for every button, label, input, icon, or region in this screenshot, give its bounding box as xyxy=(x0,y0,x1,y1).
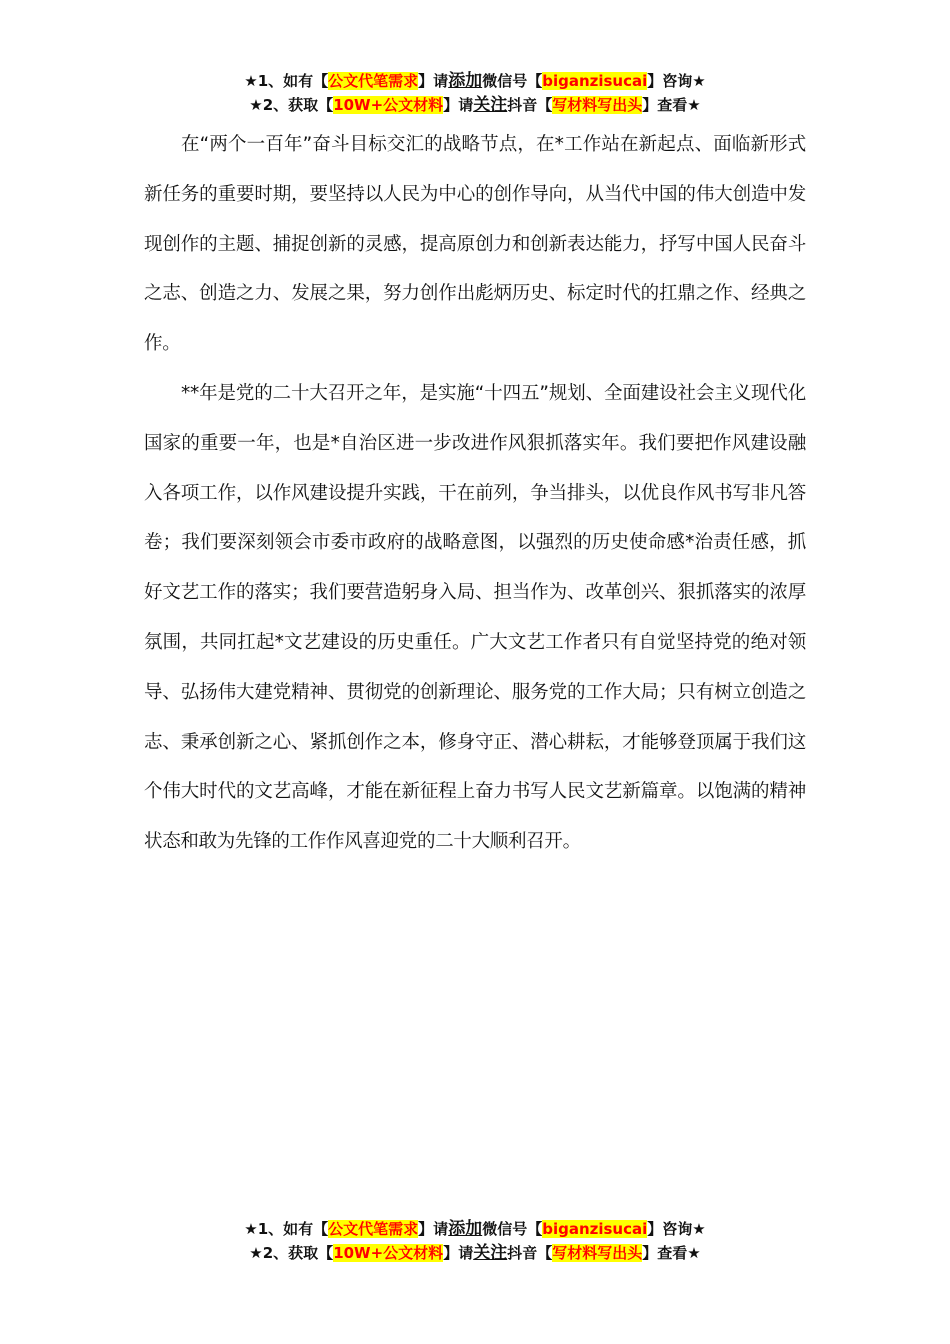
banner-line-1: ★1、如有【公文代笔需求】请添加微信号【biganzisucai】咨询★ xyxy=(244,1219,706,1239)
paragraph-2: **年是党的二十大召开之年，是实施“十四五”规划、全面建设社会主义现代化国家的重要一年，也是*自治区进一步改进作风狠抓落实年。我们要把作风建设融入各项工作，以作风建设提升实践，干在前列，争当排头，以优良作风书写非凡答卷；我们要深刻领会市委市政府的战略意图，以强烈的历史使命感*治责任感，抓好文艺工作的落实；我们要营造躬身入局、担当作为、改革创兴、狠抓落实的浓厚氛围，共同扛起*文艺建设的历史重任。广大文艺工作者只有自觉坚持党的绝对领导、弘扬伟大建党精神、贯彻党的创新理论、服务党的工作大局；只有树立创造之志、秉承创新之心、紧抓创作之本，修身守正、潜心耕耘，才能够登顶属于我们这个伟大时代的文艺高峰，才能在新征程上奋力书写人民文艺新篇章。以饱满的精神状态和敢为先锋的工作作风喜迎党的二十大顺利召开。 xyxy=(144,382,806,853)
banner-line-2: ★2、获取【10W+公文材料】请关注抖音【写材料写出头】查看★ xyxy=(249,1243,701,1263)
highlight-douyin-account: 写材料写出头 xyxy=(552,1244,643,1262)
highlight-wechat-id: biganzisucai xyxy=(542,72,648,90)
star-icon: ★ xyxy=(249,1244,263,1262)
star-icon: ★ xyxy=(692,1220,706,1238)
star-icon: ★ xyxy=(692,72,706,90)
emphasis-text: 添加 xyxy=(448,71,483,91)
paragraph-1: 在“两个一百年”奋斗目标交汇的战略节点，在*工作站在新起点、面临新形式新任务的重要时期，要坚持以人民为中心的创作导向，从当代中国的伟大创造中发现创作的主题、捕捉创新的灵感，提高原创力和创新表达能力，抒写中国人民奋斗之志、创造之力、发展之果，努力创作出彪炳历史、标定时代的扛鼎之作、经典之作。 xyxy=(144,134,806,355)
star-icon: ★ xyxy=(249,96,263,114)
emphasis-text: 关注 xyxy=(473,1243,508,1263)
star-icon: ★ xyxy=(244,72,258,90)
emphasis-text: 添加 xyxy=(448,1219,483,1239)
star-icon: ★ xyxy=(687,96,701,114)
highlight-douyin-account: 写材料写出头 xyxy=(552,96,643,114)
banner-line-2: ★2、获取【10W+公文材料】请关注抖音【写材料写出头】查看★ xyxy=(249,95,701,115)
star-icon: ★ xyxy=(244,1220,258,1238)
header-banner xyxy=(0,69,950,117)
highlight-service: 公文代笔需求 xyxy=(328,72,419,90)
highlight-materials: 10W+公文材料 xyxy=(333,96,444,114)
emphasis-text: 关注 xyxy=(473,95,508,115)
footer-banner xyxy=(0,1217,950,1265)
document-body xyxy=(144,120,806,867)
highlight-service: 公文代笔需求 xyxy=(328,1220,419,1238)
highlight-wechat-id: biganzisucai xyxy=(542,1220,648,1238)
star-icon: ★ xyxy=(687,1244,701,1262)
highlight-materials: 10W+公文材料 xyxy=(333,1244,444,1262)
banner-line-1: ★1、如有【公文代笔需求】请添加微信号【biganzisucai】咨询★ xyxy=(244,71,706,91)
